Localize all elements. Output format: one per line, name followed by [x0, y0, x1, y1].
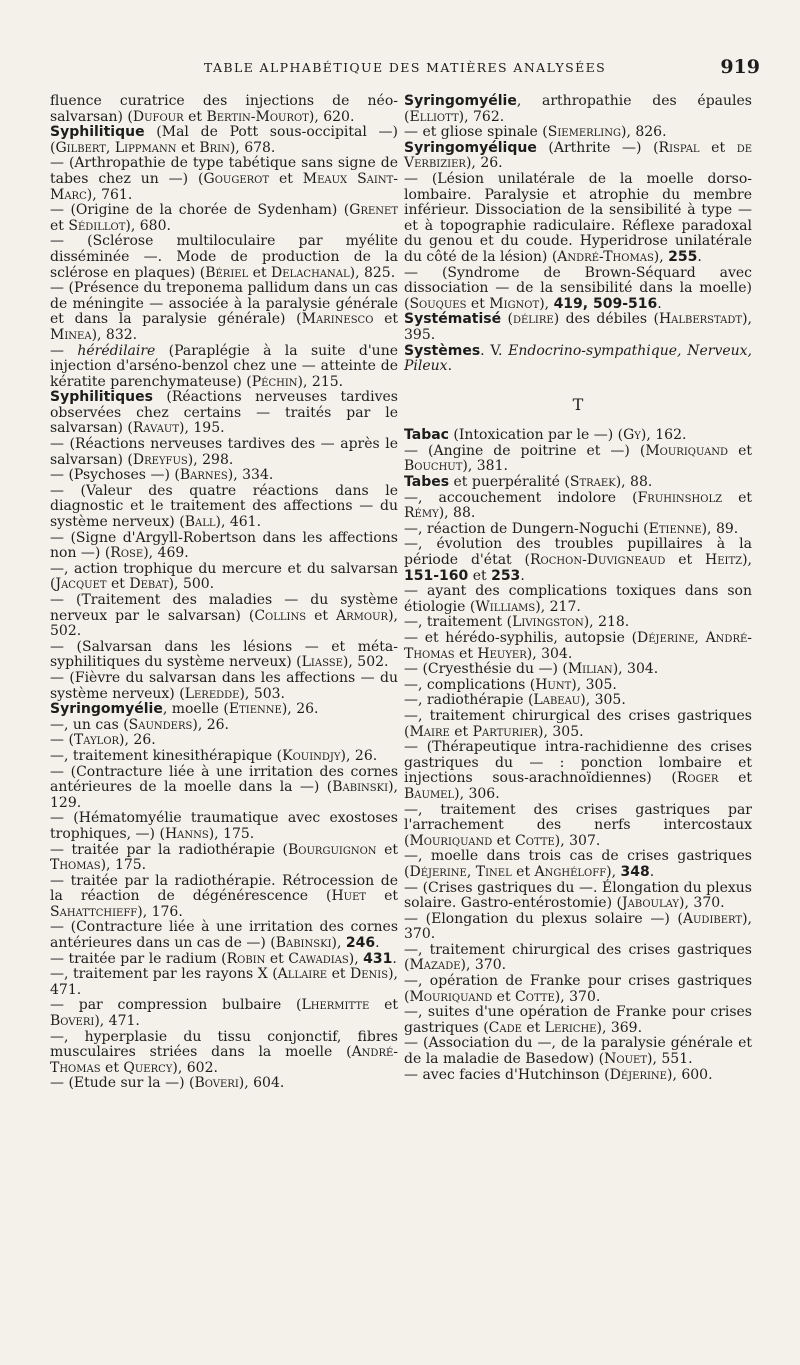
index-entry: —, évolution des troubles pupillaires à la période d'état (Rochon-Duvigneaud et Heitz), 151-160 et 253.: [404, 536, 753, 584]
index-entry: — par compression bulbaire (Lhermitte et Boveri), 471.: [50, 997, 398, 1030]
index-entry: — (Arthropathie de type tabétique sans signe de tabes chez un —) (Gougerot et Meaux Saint-Marc), 761.: [50, 155, 398, 203]
right-column: [404, 94, 752, 1083]
index-entry: — (Salvarsan dans les lésions — et méta-syphilitiques du système nerveux) (Liasse), 502.: [50, 638, 398, 671]
index-entry: fluence curatrice des injections de néo-salvarsan) (Dufour et Bertin-Mourot), 620.: [50, 93, 398, 125]
index-entry: — et gliose spinale (Siemerling), 826.: [404, 124, 667, 141]
index-entry: — (Psychoses —) (Barnes), 334.: [50, 467, 274, 484]
index-entry: — (Origine de la chorée de Sydenham) (Grenet et Sédillot), 680.: [50, 202, 398, 234]
index-entry: —, traitement chirurgical des crises gastriques (Mazade), 370.: [404, 941, 752, 974]
index-entry: —, moelle dans trois cas de crises gastriques (Déjerine, Tinel et Anghéloff), 348.: [404, 848, 752, 880]
index-entry: — hérédilaire (Paraplégie à la suite d'une injection d'arséno-benzol chez une — atteinte de kératite parenchymateuse) (Péchin), 215.: [50, 342, 398, 390]
index-entry: Syringomyélique (Arthrite —) (Rispal et de Verbizier), 26.: [404, 139, 753, 172]
index-entry: — (Lésion unilatérale de la moelle dorso-lombaire. Paralysie et atrophie du membre inférieur. Dissociation de la sensibilité à type — et à topographie radiculaire. Réflexe paradoxal du genou et du coude. Hyperidrose unilatérale du côté de la lésion) (André-Thomas), 255.: [404, 170, 752, 265]
index-entry: — et hérédo-syphilis, autopsie (Déjerine, André-Thomas et Heuyer), 304.: [404, 630, 752, 662]
index-entry: —, hyperplasie du tissu conjonctif, fibres musculaires striées dans la moelle (André-Thomas et Quercy), 602.: [50, 1028, 398, 1076]
index-entry: —, traitement (Livingston), 218.: [404, 614, 630, 631]
running-title: TABLE ALPHABÉTIQUE DES MATIÈRES ANALYSÉES: [203, 60, 607, 75]
index-entry: —, un cas (Saunders), 26.: [50, 716, 229, 733]
index-entry: — (Sclérose multiloculaire par myélite disséminée —. Mode de production de la sclérose en plaques) (Bériel et Delachanal), 825.: [50, 233, 398, 281]
index-entry: — (Association du —, de la paralysie générale et de la maladie de Basedow) (Nouet), 551.: [404, 1035, 752, 1068]
index-entry: Tabac (Intoxication par le —) (Gy), 162.: [404, 427, 687, 444]
index-entry: Syphilitiques (Réactions nerveuses tardives observées chez certains — traités par le salvarsan) (Ravaut), 195.: [50, 389, 398, 437]
index-entry: Syphilitique (Mal de Pott sous-occipital —) (Gilbert, Lippmann et Brin), 678.: [50, 124, 398, 156]
section-letter: T: [572, 394, 584, 414]
index-entry: — (Angine de poitrine et —) (Mouriquand et Bouchut), 381.: [404, 442, 752, 475]
index-entry: —, traitement chirurgical des crises gastriques (Maire et Parturier), 305.: [404, 707, 752, 740]
index-entry: — (Traitement des maladies — du système nerveux par le salvarsan) (Collins et Armour), 502.: [50, 592, 398, 640]
index-entry: — (Etude sur la —) (Boveri), 604.: [50, 1075, 285, 1092]
index-entry: —, accouchement indolore (Fruhinsholz et Rémy), 88.: [404, 489, 752, 522]
index-entry: —, radiothérapie (Labeau), 305.: [404, 692, 626, 709]
index-entry: — (Signe d'Argyll-Robertson dans les affections non —) (Rose), 469.: [50, 529, 398, 562]
index-entry: — traitée par la radiothérapie. Rétrocession de la réaction de dégénérescence (Huet et Sahattchieff), 176.: [50, 872, 398, 920]
index-entry: Syringomyélie, moelle (Etienne), 26.: [50, 701, 319, 718]
page-number: 919: [720, 56, 760, 78]
index-entry: — traitée par la radiothérapie (Bourguignon et Thomas), 175.: [50, 841, 398, 874]
index-entry: —, traitement des crises gastriques par l'arrachement des nerfs intercostaux (Mouriquand et Cotte), 307.: [404, 801, 752, 849]
index-entries-s: [404, 94, 752, 375]
index-entry: — avec facies d'Hutchinson (Déjerine), 600.: [404, 1066, 713, 1083]
index-entry: — (Hématomyélie traumatique avec exostoses trophiques, —) (Hanns), 175.: [50, 810, 398, 842]
index-entry: — (Valeur des quatre réactions dans le diagnostic et le traitement des affections — du système nerveux) (Ball), 461.: [50, 482, 398, 531]
index-entry: —, traitement par les rayons X (Allaire et Denis), 471.: [50, 966, 398, 998]
index-entry: —, réaction de Dungern-Noguchi (Etienne), 89.: [404, 520, 739, 537]
index-entry: — (Cryesthésie du —) (Milian), 304.: [404, 661, 659, 678]
index-entry: — ayant des complications toxiques dans son étiologie (Williams), 217.: [404, 583, 752, 615]
index-entry: — (Elongation du plexus solaire —) (Audibert), 370.: [404, 910, 752, 943]
index-entry: —, complications (Hunt), 305.: [404, 676, 617, 693]
index-entry: — (Contracture liée à une irritation des cornes antérieures de la moelle dans la —) (Babinski), 129.: [50, 763, 398, 811]
index-entry: — (Thérapeutique intra-rachidienne des crises gastriques du — : ponction lombaire et injections sous-arachnoïdiennes) (Roger et Baumel), 306.: [404, 739, 752, 802]
index-entry: — (Fièvre du salvarsan dans les affections — du système nerveux) (Leredde), 503.: [50, 669, 398, 702]
index-entry: — (Taylor), 26.: [50, 732, 156, 749]
index-entry: — (Réactions nerveuses tardives des — après le salvarsan) (Dreyfus), 298.: [50, 436, 398, 468]
index-entry: Tabes et puerpéralité (Straek), 88.: [404, 474, 653, 491]
index-entry: — (Syndrome de Brown-Séquard avec dissociation — de la sensibilité dans la moelle) (Souques et Mignot), 419, 509-516.: [404, 264, 752, 312]
index-entry: — (Contracture liée à une irritation des cornes antérieures dans un cas de —) (Babinski), 246.: [50, 919, 398, 952]
index-entry: —, suites d'une opération de Franke pour crises gastriques (Cade et Leriche), 369.: [404, 1004, 752, 1036]
index-entry: Systématisé (délire) des débiles (Halberstadt), 395.: [404, 311, 752, 343]
index-entry: — traitée par le radium (Robin et Cawadias), 431.: [50, 950, 397, 967]
page-header: [50, 56, 760, 82]
index-entry: Syringomyélie, arthropathie des épaules (Elliott), 762.: [404, 93, 752, 125]
index-entry: —, traitement kinesithérapique (Kouindjy), 26.: [50, 747, 378, 764]
index-entry: —, action trophique du mercure et du salvarsan (Jacquet et Debat), 500.: [50, 560, 398, 593]
index-entry: — (Présence du treponema pallidum dans un cas de méningite — associée à la paralysie générale et dans la paralysie générale) (Marinesco et Minea), 832.: [50, 280, 398, 343]
index-entry: Systèmes. V. Endocrino-sympathique, Nerveux, Pileux.: [404, 342, 753, 375]
index-entry: — (Crises gastriques du —. Élongation du plexus solaire. Gastro-entérostomie) (Jaboulay), 370.: [404, 879, 752, 912]
left-column: [50, 94, 398, 1092]
index-entry: —, opération de Franke pour crises gastriques (Mouriquand et Cotte), 370.: [404, 973, 752, 1005]
index-entries-t: [404, 428, 752, 1083]
